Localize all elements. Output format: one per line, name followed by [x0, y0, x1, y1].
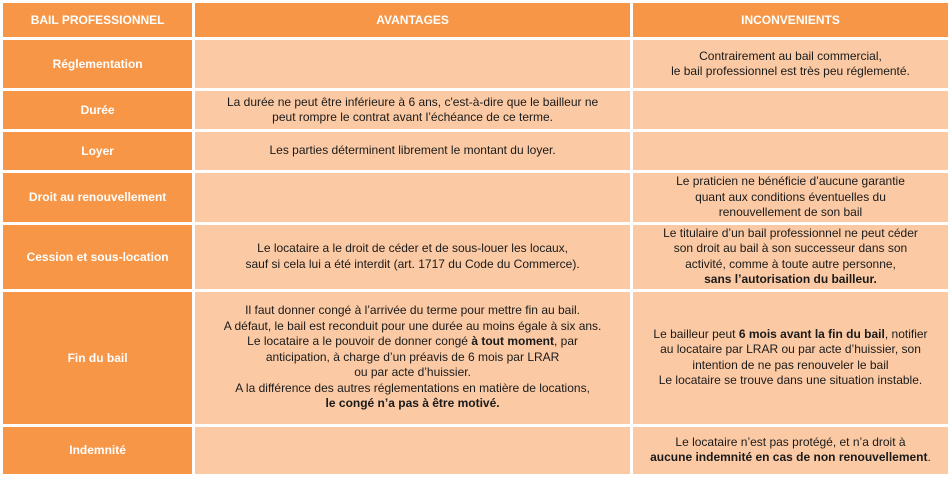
inconvenients-cell-droit-renouvellement	[633, 173, 948, 222]
avantages-cell-indemnite	[195, 427, 630, 474]
header-avantages: AVANTAGES	[195, 3, 630, 37]
text-line: le bail professionnel est très peu réglementé.	[671, 64, 910, 78]
table-row-droit-renouvellement	[3, 173, 948, 222]
row-label-indemnite: Indemnité	[3, 427, 192, 474]
text-line: Le praticien ne bénéficie d’aucune garantie	[676, 174, 905, 188]
avantages-cell-reglementation	[195, 40, 630, 88]
text-line: au locataire par LRAR ou par acte d’huissier, son	[660, 342, 921, 356]
row-label-droit-renouvellement: Droit au renouvellement	[3, 173, 192, 222]
text-line: sauf si cela lui a été interdit (art. 1717 du Code du Commerce).	[245, 256, 580, 271]
text-line: peut rompre le contrat avant l’échéance de ce terme.	[272, 110, 553, 124]
text-line: Le titulaire d’un bail professionnel ne peut céder	[663, 225, 918, 240]
text-line: anticipation, à charge d’un préavis de 6 mois par LRAR	[265, 349, 560, 364]
table-row-fin-du-bail	[3, 292, 948, 424]
text-line: Les parties déterminent librement le montant du loyer.	[269, 143, 556, 158]
bold-text: sans l’autorisation du bailleur.	[704, 272, 877, 286]
text-segment: .	[927, 450, 931, 464]
inconvenients-cell-reglementation	[633, 40, 948, 88]
header-bail-professionnel: BAIL PROFESSIONNEL	[3, 3, 192, 37]
text-line: A la différence des autres réglementations en matière de locations,	[235, 380, 590, 395]
bold-text: aucune indemnité en cas de non renouvellement	[650, 450, 928, 464]
row-label-cession: Cession et sous-location	[3, 225, 192, 289]
inconvenients-cell-indemnite	[633, 427, 948, 474]
inconvenients-cell-duree	[633, 91, 948, 129]
bold-text: le congé n’a pas à être motivé.	[325, 396, 500, 411]
row-label-reglementation: Réglementation	[3, 40, 192, 88]
inconvenients-cell-loyer	[633, 132, 948, 170]
text-line: renouvellement de son bail	[718, 205, 863, 219]
text-line-mixed	[639, 327, 942, 343]
text-line: intention de ne pas renouveler le bail	[692, 357, 889, 372]
text-segment: , par	[554, 334, 579, 349]
avantages-cell-cession	[195, 225, 630, 289]
table-row-cession	[3, 225, 948, 289]
inconvenients-cell-cession	[633, 225, 948, 289]
text-line-mixed	[639, 450, 942, 466]
text-line: Il faut donner congé à l’arrivée du terme pour mettre fin au bail.	[245, 303, 581, 318]
text-line-mixed	[201, 334, 624, 350]
header-inconvenients: INCONVENIENTS	[633, 3, 948, 37]
text-segment: , notifier	[884, 326, 928, 341]
row-label-fin-du-bail: Fin du bail	[3, 292, 192, 424]
text-line-bold	[639, 272, 942, 288]
text-line: ou par acte d’huissier.	[354, 365, 471, 380]
text-line: activité, comme à toute autre personne,	[685, 256, 896, 271]
text-line: La durée ne peut être inférieure à 6 ans, c'est-à-dire que le bailleur ne	[226, 94, 599, 109]
table-row-loyer	[3, 132, 948, 170]
text-line: A défaut, le bail est reconduit pour une durée au moins égale à six ans.	[223, 318, 602, 333]
text-line: Le locataire se trouve dans une situation instable.	[658, 373, 923, 387]
header-row	[3, 3, 948, 37]
text-segment: Le locataire a le pouvoir de donner congé	[247, 334, 468, 349]
table-row-reglementation	[3, 40, 948, 88]
text-line: quant aux conditions éventuelles du	[695, 189, 886, 204]
table-row-duree	[3, 91, 948, 129]
avantages-cell-fin-du-bail	[195, 292, 630, 424]
bold-text: à tout moment	[471, 334, 554, 349]
text-line-bold	[201, 396, 624, 412]
text-line: Contrairement au bail commercial,	[699, 48, 882, 63]
text-line: Le locataire a le droit de céder et de sous-louer les locaux,	[257, 241, 569, 255]
row-label-loyer: Loyer	[3, 132, 192, 170]
bold-text: 6 mois avant la fin du bail	[738, 326, 885, 341]
inconvenients-cell-fin-du-bail	[633, 292, 948, 424]
text-line: Le locataire n’est pas protégé, et n’a droit à	[675, 434, 906, 449]
row-label-duree: Durée	[3, 91, 192, 129]
table-row-indemnite	[3, 427, 948, 474]
avantages-cell-loyer	[195, 132, 630, 170]
text-segment: Le bailleur peut	[653, 326, 736, 341]
avantages-cell-duree	[195, 91, 630, 129]
text-line: son droit au bail à son successeur dans son	[673, 241, 908, 255]
avantages-cell-droit-renouvellement	[195, 173, 630, 222]
